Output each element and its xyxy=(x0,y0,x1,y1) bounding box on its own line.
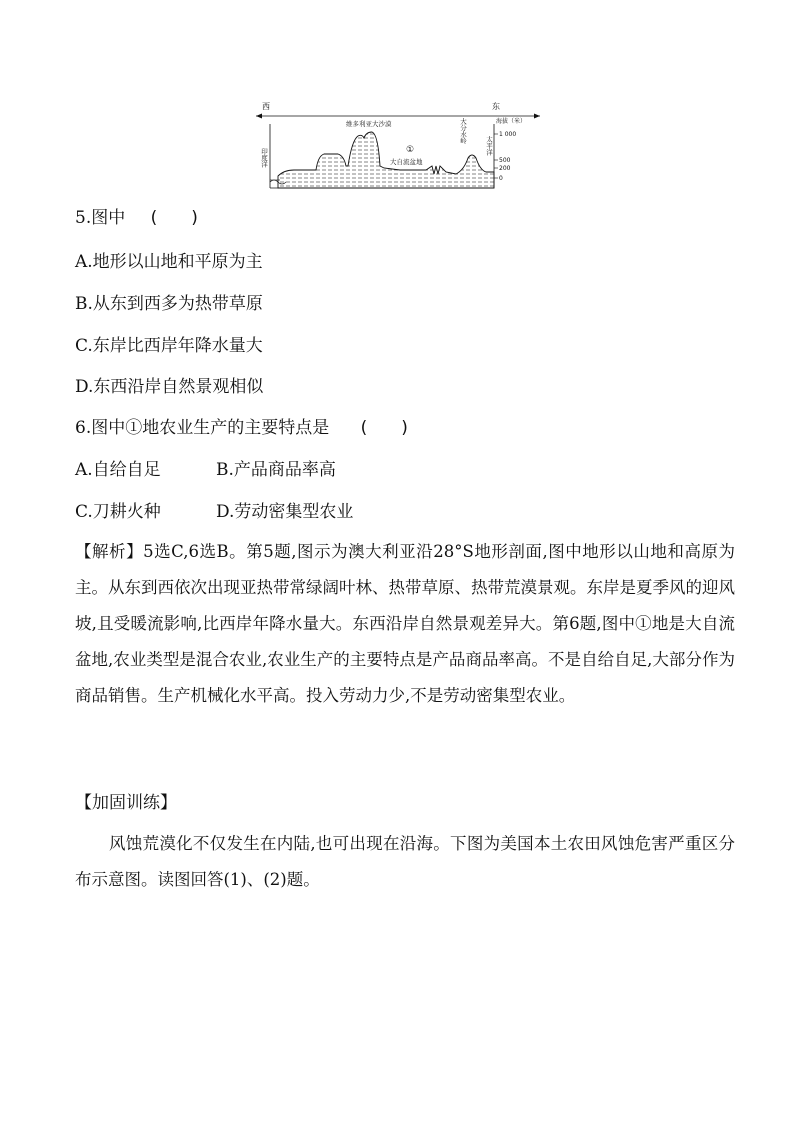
q6-stem xyxy=(75,418,408,438)
label-east: 东 xyxy=(492,102,500,111)
analysis-text: 5选C,6选B。第5题,图示为澳大利亚沿28°S地形剖面,图中地形以山地和高原为主。从东到西依次出现亚热带常绿阔叶林、热带草原、热带荒漠景观。东岸是夏季风的迎风坡,且受暖流影响,比西岸年降水量大。东西沿岸自然景观差异大。第6题,图中①地是大自流盆地,农业类型是混合农业,农业生产的主要特点是产品商品率高。不是自给自足,大部分作为商品销售。生产机械化水平高。投入劳动力少,不是劳动密集型农业。 xyxy=(75,542,736,705)
label-pacific-ocean: 太平洋 xyxy=(485,136,493,156)
q6-option-b: B.产品商品率高 xyxy=(216,460,336,480)
tick-1000: 1 000 xyxy=(499,131,517,138)
q5-blank: ( ) xyxy=(150,208,198,228)
label-victoria-desert: 维多利亚大沙漠 xyxy=(346,120,392,128)
q6-option-a: A.自给自足 xyxy=(75,460,161,480)
arrow-west-icon xyxy=(256,114,262,119)
terrain-profile-svg xyxy=(250,96,550,196)
label-indian-ocean: 印度洋 xyxy=(260,148,268,168)
q5-option-a: A.地形以山地和平原为主 xyxy=(75,252,263,272)
arrow-east-icon xyxy=(534,114,540,119)
q6-stem-text: 6.图中①地农业生产的主要特点是 xyxy=(75,418,330,438)
label-dividing-range: 大分水岭 xyxy=(459,118,467,144)
tick-200: 200 xyxy=(499,165,511,172)
q5-option-b: B.从东到西多为热带草原 xyxy=(75,294,263,314)
label-altitude: 海拔（米） xyxy=(496,118,527,125)
reinforce-tag: 【加固训练】 xyxy=(75,793,177,813)
label-west: 西 xyxy=(262,102,270,111)
q5-option-c: C.东岸比西岸年降水量大 xyxy=(75,336,263,356)
tick-0: 0 xyxy=(499,175,503,182)
analysis-tag: 【解析】 xyxy=(75,542,144,561)
q6-option-c: C.刀耕火种 xyxy=(75,502,161,522)
analysis-paragraph xyxy=(75,534,735,714)
label-marker-1: ① xyxy=(406,145,415,155)
q6-options-row2 xyxy=(75,502,354,522)
q6-blank: ( ) xyxy=(360,418,408,438)
q5-stem xyxy=(75,208,198,228)
reinforce-paragraph: 风蚀荒漠化不仅发生在内陆,也可出现在沿海。下图为美国本土农田风蚀危害严重区分布示意图。读图回答(1)、(2)题。 xyxy=(75,834,735,889)
tick-500: 500 xyxy=(499,157,511,164)
label-artesian-basin: 大自流盆地 xyxy=(390,158,423,166)
terrain-profile-figure xyxy=(250,96,550,196)
q5-option-d: D.东西沿岸自然景观相似 xyxy=(75,377,264,397)
q6-options-row1 xyxy=(75,460,336,480)
q5-stem-text: 5.图中 xyxy=(75,208,126,228)
q6-option-d: D.劳动密集型农业 xyxy=(216,502,354,522)
